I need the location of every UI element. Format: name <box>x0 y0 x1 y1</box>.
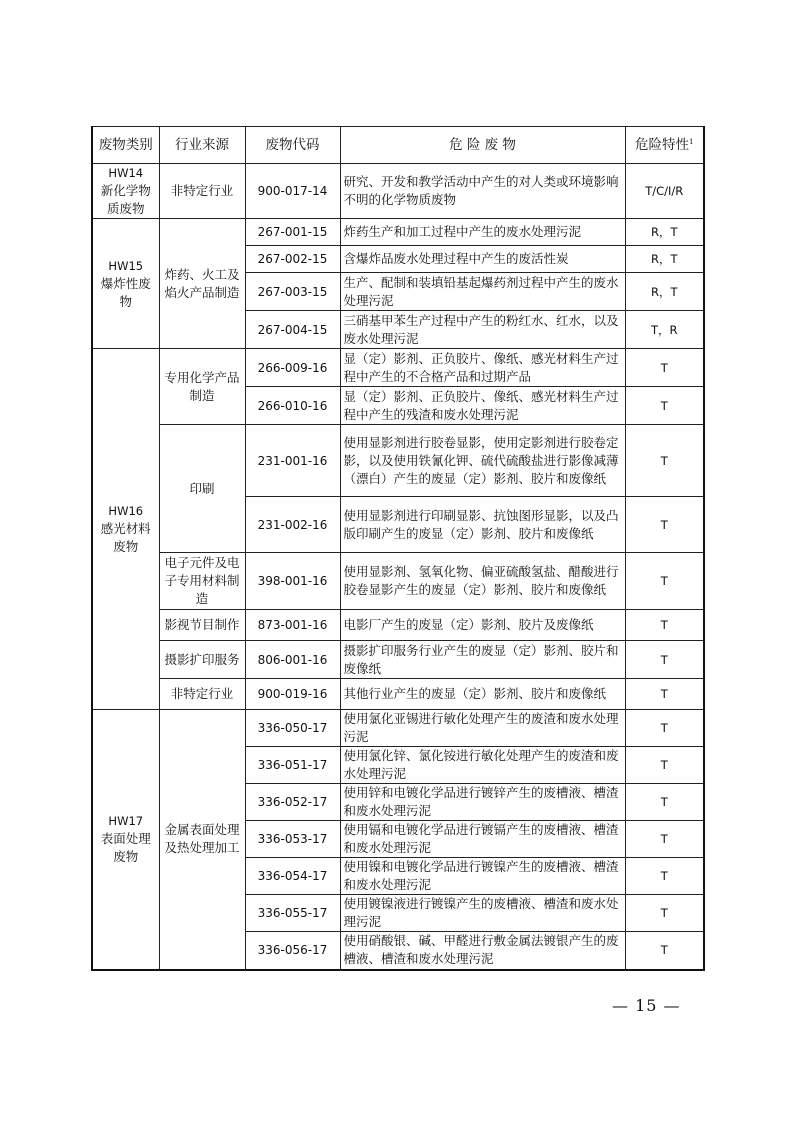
category-cell <box>92 349 159 710</box>
header-hazard: 危 险 废 物 <box>340 127 625 164</box>
category-code: HW14 <box>108 166 144 180</box>
table-row <box>92 641 704 679</box>
property-cell: T <box>625 895 704 932</box>
code-cell: 267-002-15 <box>245 246 340 273</box>
code-cell: 267-004-15 <box>245 311 340 349</box>
hazard-cell: 使用显影剂、氢氧化物、偏亚硫酸氢盐、醋酸进行胶卷显影产生的废显（定）影剂、胶片和废像纸 <box>340 553 625 610</box>
property-cell: T <box>625 641 704 679</box>
hazard-cell: 三硝基甲苯生产过程中产生的粉红水、红水，以及废水处理污泥 <box>340 311 625 349</box>
property-cell: T <box>625 610 704 641</box>
header-code: 废物代码 <box>245 127 340 164</box>
code-cell: 336-055-17 <box>245 895 340 932</box>
code-cell: 336-052-17 <box>245 784 340 821</box>
table-row <box>92 425 704 497</box>
code-cell: 336-054-17 <box>245 858 340 895</box>
industry-cell: 非特定行业 <box>159 164 245 219</box>
industry-cell: 炸药、火工及焰火产品制造 <box>159 219 245 349</box>
code-cell: 900-019-16 <box>245 679 340 710</box>
header-property-label: 危险特性 <box>635 137 690 153</box>
industry-cell: 影视节目制作 <box>159 610 245 641</box>
property-cell: T <box>625 821 704 858</box>
property-cell: T <box>625 349 704 387</box>
category-code: HW16 <box>108 504 144 518</box>
hazard-cell: 使用镍和电镀化学品进行镀镍产生的废槽液、槽渣和废水处理污泥 <box>340 858 625 895</box>
code-cell: 266-010-16 <box>245 387 340 425</box>
code-cell: 231-001-16 <box>245 425 340 497</box>
property-cell: T <box>625 497 704 553</box>
page-number: — 15 — <box>612 996 681 1015</box>
code-cell: 266-009-16 <box>245 349 340 387</box>
property-cell: R，T <box>625 219 704 246</box>
code-cell: 267-003-15 <box>245 273 340 311</box>
property-cell: R，T <box>625 273 704 311</box>
property-cell: T <box>625 553 704 610</box>
property-cell: T <box>625 710 704 747</box>
header-property <box>625 127 704 164</box>
code-cell: 398-001-16 <box>245 553 340 610</box>
hazard-cell: 摄影扩印服务行业产生的废显（定）影剂、胶片和废像纸 <box>340 641 625 679</box>
header-category: 废物类别 <box>92 127 159 164</box>
table-header-row <box>92 127 704 164</box>
property-cell: T，R <box>625 311 704 349</box>
hazard-cell: 电影厂产生的废显（定）影剂、胶片及废像纸 <box>340 610 625 641</box>
hazard-cell: 使用显影剂进行胶卷显影，使用定影剂进行胶卷定影，以及使用铁氰化钾、硫代硫酸盐进行影像减薄（漂白）产生的废显（定）影剂、胶片和废像纸 <box>340 425 625 497</box>
industry-cell: 专用化学产品制造 <box>159 349 245 425</box>
code-cell: 336-053-17 <box>245 821 340 858</box>
code-cell: 336-051-17 <box>245 747 340 784</box>
hazard-cell: 生产、配制和装填铅基起爆药剂过程中产生的废水处理污泥 <box>340 273 625 311</box>
code-cell: 336-050-17 <box>245 710 340 747</box>
header-property-footnote: 1 <box>689 138 694 146</box>
code-cell: 806-001-16 <box>245 641 340 679</box>
property-cell: T <box>625 858 704 895</box>
hazard-cell: 使用镀镍液进行镀镍产生的废槽液、槽渣和废水处理污泥 <box>340 895 625 932</box>
table-row <box>92 349 704 387</box>
header-industry: 行业来源 <box>159 127 245 164</box>
property-cell: T <box>625 425 704 497</box>
category-cell <box>92 710 159 970</box>
property-cell: T <box>625 387 704 425</box>
waste-table-container <box>91 126 703 971</box>
hazard-cell: 显（定）影剂、正负胶片、像纸、感光材料生产过程中产生的残渣和废水处理污泥 <box>340 387 625 425</box>
category-cell <box>92 219 159 349</box>
hazard-cell: 使用氯化亚锡进行敏化处理产生的废渣和废水处理污泥 <box>340 710 625 747</box>
hazard-cell: 显（定）影剂、正负胶片、像纸、感光材料生产过程中产生的不合格产品和过期产品 <box>340 349 625 387</box>
table-row <box>92 679 704 710</box>
property-cell: T <box>625 679 704 710</box>
industry-cell: 摄影扩印服务 <box>159 641 245 679</box>
category-code: HW15 <box>108 258 144 273</box>
industry-cell: 印刷 <box>159 425 245 553</box>
category-name: 表面处理废物 <box>100 831 151 865</box>
category-cell <box>92 164 159 219</box>
industry-cell: 电子元件及电子专用材料制造 <box>159 553 245 610</box>
code-cell: 900-017-14 <box>245 164 340 219</box>
hazard-cell: 使用显影剂进行印刷显影、抗蚀图形显影，以及凸版印刷产生的废显（定）影剂、胶片和废像纸 <box>340 497 625 553</box>
table-row <box>92 164 704 219</box>
hazard-cell: 炸药生产和加工过程中产生的废水处理污泥 <box>340 219 625 246</box>
category-name: 感光材料废物 <box>100 521 151 554</box>
property-cell: T <box>625 747 704 784</box>
property-cell: T <box>625 784 704 821</box>
hazard-cell: 使用镉和电镀化学品进行镀镉产生的废槽液、槽渣和废水处理污泥 <box>340 821 625 858</box>
code-cell: 336-056-17 <box>245 932 340 970</box>
property-cell: R，T <box>625 246 704 273</box>
property-cell: T <box>625 932 704 970</box>
hazardous-waste-table <box>91 126 705 971</box>
industry-cell: 金属表面处理及热处理加工 <box>159 710 245 970</box>
hazard-cell: 使用锌和电镀化学品进行镀锌产生的废槽液、槽渣和废水处理污泥 <box>340 784 625 821</box>
hazard-cell: 研究、开发和教学活动中产生的对人类或环境影响不明的化学物质废物 <box>340 164 625 219</box>
industry-cell: 非特定行业 <box>159 679 245 710</box>
table-row <box>92 610 704 641</box>
table-row <box>92 219 704 246</box>
category-name: 新化学物质废物 <box>100 183 151 216</box>
hazard-cell: 使用氯化锌、氯化铵进行敏化处理产生的废渣和废水处理污泥 <box>340 747 625 784</box>
table-row <box>92 553 704 610</box>
category-code: HW17 <box>108 814 144 829</box>
table-row <box>92 710 704 747</box>
hazard-cell: 含爆炸品废水处理过程中产生的废活性炭 <box>340 246 625 273</box>
code-cell: 231-002-16 <box>245 497 340 553</box>
hazard-cell: 使用硝酸银、碱、甲醛进行敷金属法镀银产生的废槽液、槽渣和废水处理污泥 <box>340 932 625 970</box>
category-name: 爆炸性废物 <box>100 275 151 309</box>
hazard-cell: 其他行业产生的废显（定）影剂、胶片和废像纸 <box>340 679 625 710</box>
property-cell: T/C/I/R <box>625 164 704 219</box>
code-cell: 267-001-15 <box>245 219 340 246</box>
code-cell: 873-001-16 <box>245 610 340 641</box>
